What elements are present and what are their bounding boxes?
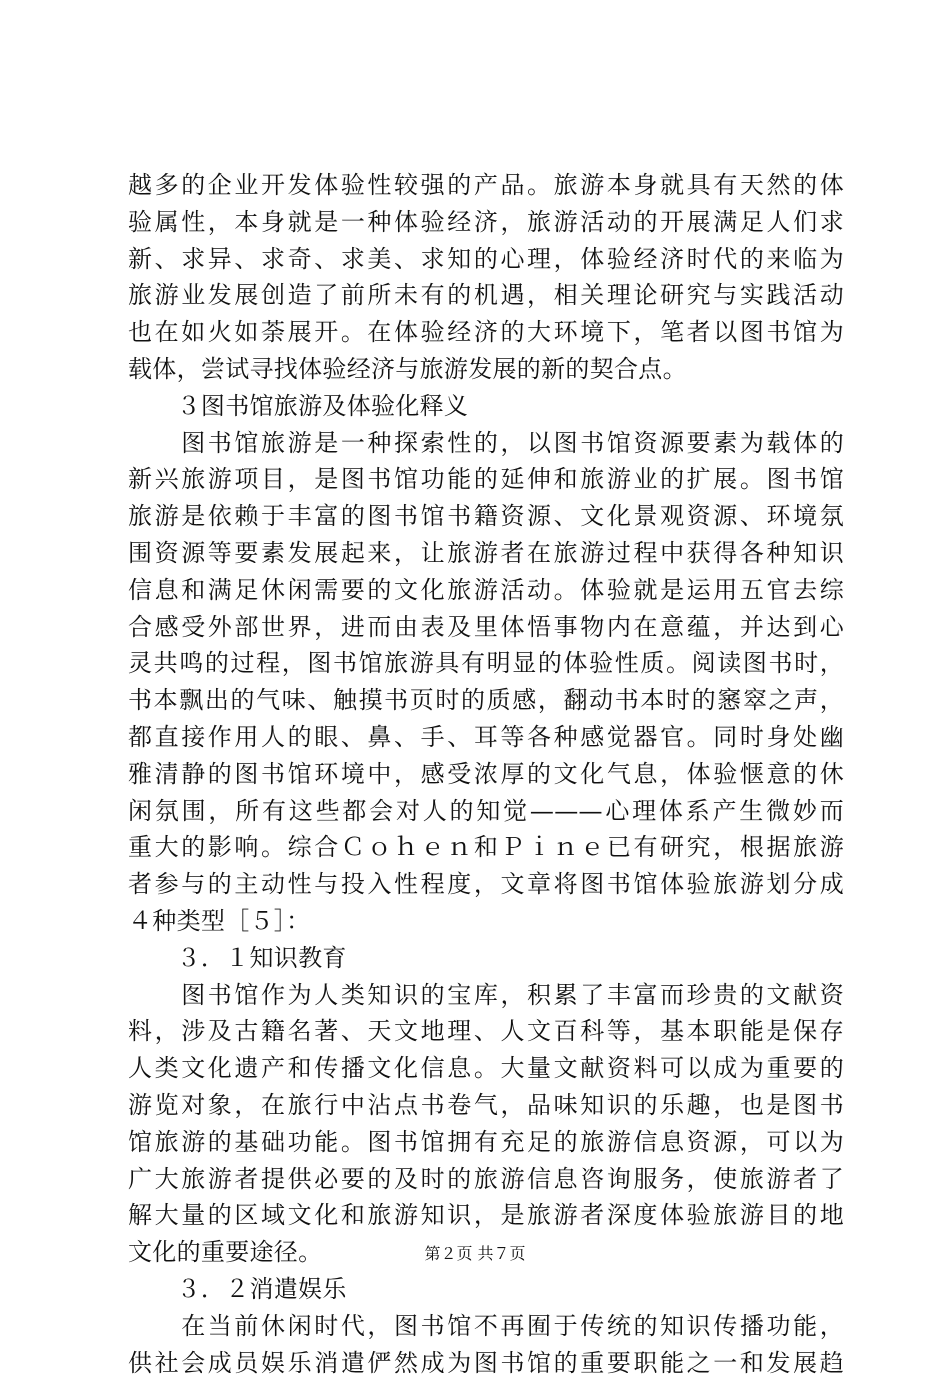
text-line: 信息和满足休闲需要的文化旅游活动。体验就是运用五官去综 xyxy=(128,572,844,609)
text-line: 也在如火如荼展开。在体验经济的大环境下，笔者以图书馆为 xyxy=(128,314,844,351)
text-line: 载体，尝试寻找体验经济与旅游发展的新的契合点。 xyxy=(128,351,844,388)
text-line: 越多的企业开发体验性较强的产品。旅游本身就具有天然的体 xyxy=(128,167,844,204)
text-line: 围资源等要素发展起来，让旅游者在旅游过程中获得各种知识 xyxy=(128,535,844,572)
page-footer: 第２页 共７页 xyxy=(0,1244,950,1264)
body-text xyxy=(128,167,844,1381)
text-line: 雅清静的图书馆环境中，感受浓厚的文化气息，体验惬意的休 xyxy=(128,756,844,793)
text-line: ３．１知识教育 xyxy=(128,940,844,977)
text-line: 者参与的主动性与投入性程度，文章将图书馆体验旅游划分成 xyxy=(128,866,844,903)
text-line: 在当前休闲时代，图书馆不再囿于传统的知识传播功能， xyxy=(128,1308,844,1345)
text-line: 图书馆旅游是一种探索性的，以图书馆资源要素为载体的 xyxy=(128,425,844,462)
text-line: 验属性，本身就是一种体验经济，旅游活动的开展满足人们求 xyxy=(128,204,844,241)
text-line: ３．２消遣娱乐 xyxy=(128,1271,844,1308)
text-line: 旅游是依赖于丰富的图书馆书籍资源、文化景观资源、环境氛 xyxy=(128,498,844,535)
text-line: 新兴旅游项目，是图书馆功能的延伸和旅游业的扩展。图书馆 xyxy=(128,461,844,498)
text-line: ３图书馆旅游及体验化释义 xyxy=(128,388,844,425)
text-line: 文化的重要途径。 xyxy=(128,1234,844,1271)
text-line: 都直接作用人的眼、鼻、手、耳等各种感觉器官。同时身处幽 xyxy=(128,719,844,756)
text-line: 合感受外部世界，进而由表及里体悟事物内在意蕴，并达到心 xyxy=(128,609,844,646)
text-line: 闲氛围，所有这些都会对人的知觉———心理体系产生微妙而 xyxy=(128,793,844,830)
text-line: 解大量的区域文化和旅游知识，是旅游者深度体验旅游目的地 xyxy=(128,1197,844,1234)
text-line: 书本飘出的气味、触摸书页时的质感，翻动书本时的窸窣之声， xyxy=(128,682,844,719)
text-line: 广大旅游者提供必要的及时的旅游信息咨询服务，使旅游者了 xyxy=(128,1161,844,1198)
text-line: 馆旅游的基础功能。图书馆拥有充足的旅游信息资源，可以为 xyxy=(128,1124,844,1161)
text-line: 图书馆作为人类知识的宝库，积累了丰富而珍贵的文献资 xyxy=(128,977,844,1014)
text-line: 灵共鸣的过程，图书馆旅游具有明显的体验性质。阅读图书时， xyxy=(128,645,844,682)
text-line: 重大的影响。综合Ｃｏｈｅｎ和Ｐｉｎｅ已有研究，根据旅游 xyxy=(128,829,844,866)
text-line: 人类文化遗产和传播文化信息。大量文献资料可以成为重要的 xyxy=(128,1050,844,1087)
text-line: 游览对象，在旅行中沾点书卷气，品味知识的乐趣，也是图书 xyxy=(128,1087,844,1124)
text-line: 供社会成员娱乐消遣俨然成为图书馆的重要职能之一和发展趋 xyxy=(128,1345,844,1381)
text-line: 旅游业发展创造了前所未有的机遇，相关理论研究与实践活动 xyxy=(128,277,844,314)
text-line: ４种类型［５］： xyxy=(128,903,844,940)
text-line: 新、求异、求奇、求美、求知的心理，体验经济时代的来临为 xyxy=(128,241,844,278)
text-line: 料，涉及古籍名著、天文地理、人文百科等，基本职能是保存 xyxy=(128,1013,844,1050)
